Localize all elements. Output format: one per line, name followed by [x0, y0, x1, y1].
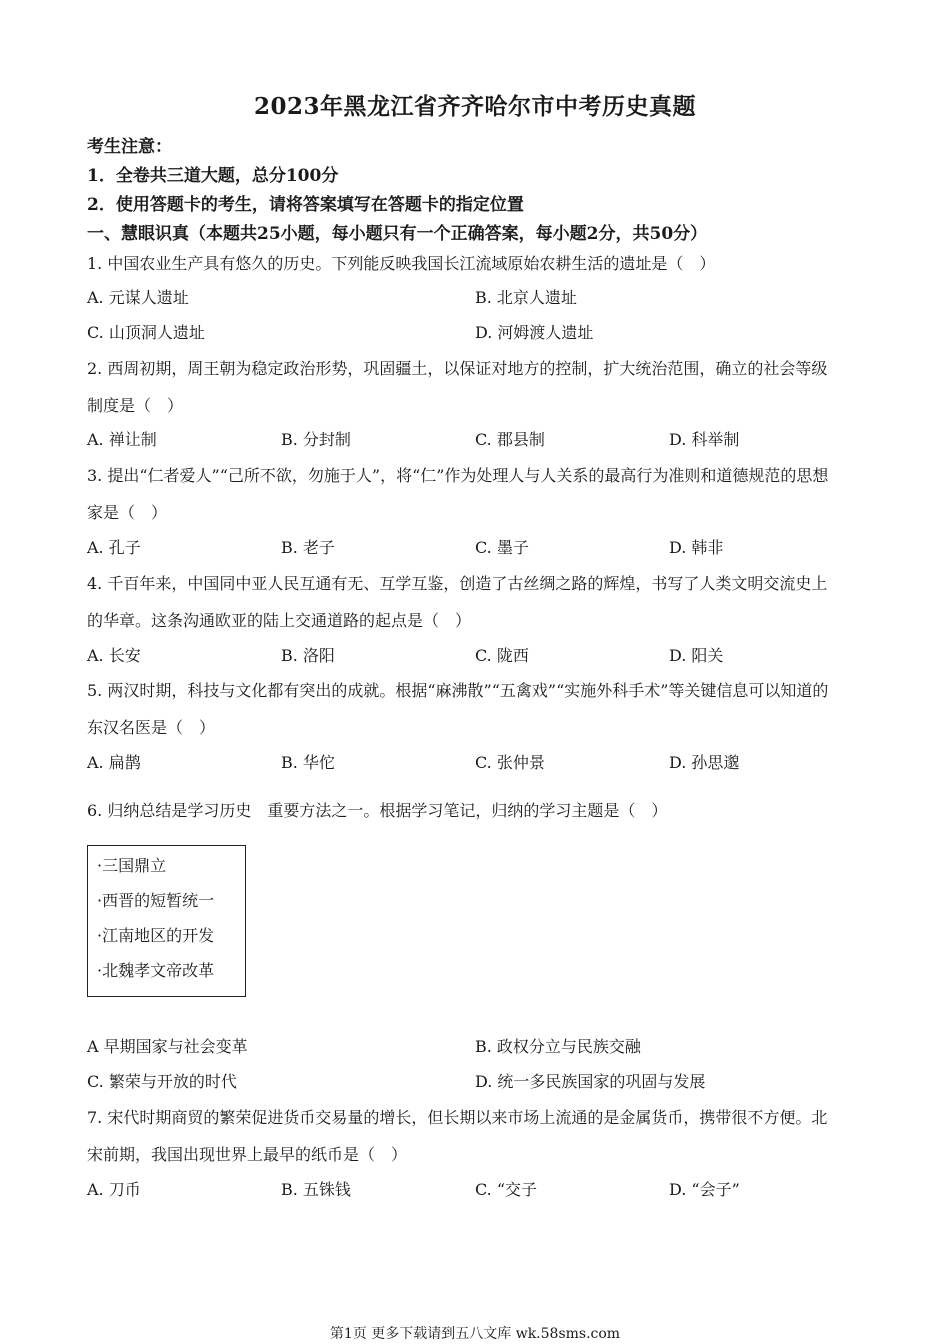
question-3-option-a: A. 孔子 [87, 538, 141, 557]
question-1-option-d: D. 河姆渡人遗址 [475, 323, 594, 342]
question-4-option-c: C. 陇西 [475, 646, 529, 665]
question-7-option-c: C. “交子 [475, 1180, 538, 1199]
question-1-option-b: B. 北京人遗址 [475, 288, 577, 307]
question-4-option-a: A. 长安 [87, 646, 141, 665]
question-7-option-b: B. 五铢钱 [281, 1180, 351, 1199]
question-5-option-d: D. 孙思邈 [669, 753, 740, 772]
question-5-option-b: B. 华佗 [281, 753, 335, 772]
question-3-stem-line-1: 3. 提出“仁者爱人”“己所不欲，勿施于人”，将“仁”作为处理人与人关系的最高行为准则和道德规范的思想 [87, 466, 829, 485]
question-4-stem-line-1: 4. 千百年来，中国同中亚人民互通有无、互学互鉴，创造了古丝绸之路的辉煌，书写了人类文明交流史上 [87, 574, 828, 593]
study-note-item: ·江南地区的开发 [97, 926, 215, 945]
question-5-stem-line-1: 5. 两汉时期，科技与文化都有突出的成就。根据“麻沸散”“五禽戏”“实施外科手术”等关键信息可以知道的 [87, 681, 829, 700]
page-title: 2023年黑龙江省齐齐哈尔市中考历史真题 [253, 93, 696, 120]
study-note-item: ·西晋的短暂统一 [97, 891, 215, 910]
question-5-stem-line-2: 东汉名医是（ ） [87, 718, 216, 737]
question-1-stem: 1. 中国农业生产具有悠久的历史。下列能反映我国长江流域原始农耕生活的遗址是（ ） [87, 254, 716, 273]
question-4-option-d: D. 阳关 [669, 646, 724, 665]
page-footer: 第1页 更多下载请到五八文库 wk.58sms.com [329, 1326, 621, 1342]
notice-heading: 考生注意： [87, 137, 172, 157]
question-2-option-a: A. 禅让制 [87, 430, 157, 449]
question-2-stem-line-2: 制度是（ ） [87, 396, 184, 415]
question-2-option-d: D. 科举制 [669, 430, 740, 449]
section-heading: 一、慧眼识真（本题共25小题，每小题只有一个正确答案，每小题2分，共50分） [87, 224, 708, 244]
notice-item-2: 2．使用答题卡的考生，请将答案填写在答题卡的指定位置 [87, 195, 524, 215]
question-7-stem-line-2: 宋前期，我国出现世界上最早的纸币是（ ） [87, 1145, 408, 1164]
question-3-option-d: D. 韩非 [669, 538, 724, 557]
question-1-option-a: A. 元谋人遗址 [87, 288, 189, 307]
question-2-option-b: B. 分封制 [281, 430, 351, 449]
study-note-item: ·北魏孝文帝改革 [97, 961, 215, 980]
question-5-option-c: C. 张仲景 [475, 753, 545, 772]
question-3-option-c: C. 墨子 [475, 538, 529, 557]
question-1-option-c: C. 山顶洞人遗址 [87, 323, 205, 342]
question-7-option-a: A. 刀币 [87, 1180, 141, 1199]
question-4-stem-line-2: 的华章。这条沟通欧亚的陆上交通道路的起点是（ ） [87, 611, 472, 630]
notice-item-1: 1．全卷共三道大题，总分100分 [87, 166, 339, 186]
question-6-option-c: C. 繁荣与开放的时代 [87, 1072, 237, 1091]
question-2-stem-line-1: 2. 西周初期，周王朝为稳定政治形势，巩固疆土，以保证对地方的控制，扩大统治范围，确立的社会等级 [87, 359, 828, 378]
question-6-option-d: D. 统一多民族国家的巩固与发展 [475, 1072, 706, 1091]
question-3-stem-line-2: 家是（ ） [87, 503, 168, 522]
question-6-option-a: A 早期国家与社会变革 [87, 1037, 248, 1056]
question-7-option-d: D. “会子” [669, 1180, 740, 1199]
question-2-option-c: C. 郡县制 [475, 430, 545, 449]
study-note-item: ·三国鼎立 [97, 856, 167, 875]
question-3-option-b: B. 老子 [281, 538, 335, 557]
question-5-option-a: A. 扁鹊 [87, 753, 141, 772]
question-6-stem: 6. 归纳总结是学习历史 重要方法之一。根据学习笔记，归纳的学习主题是（ ） [87, 801, 668, 820]
question-4-option-b: B. 洛阳 [281, 646, 335, 665]
question-7-stem-line-1: 7. 宋代时期商贸的繁荣促进货币交易量的增长，但长期以来市场上流通的是金属货币，携带很不方便。北 [87, 1108, 828, 1127]
question-6-option-b: B. 政权分立与民族交融 [475, 1037, 641, 1056]
